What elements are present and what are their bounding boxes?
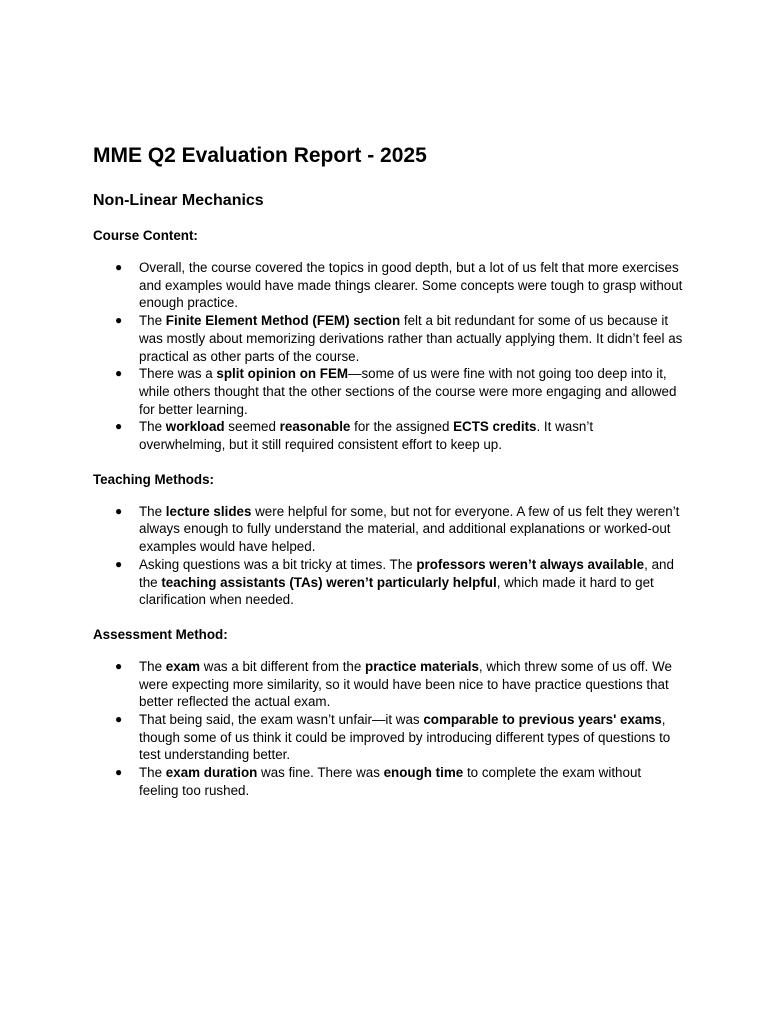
bold-text: ECTS credits — [453, 419, 537, 435]
bullet-icon: ● — [115, 503, 123, 518]
body-text: , and the — [139, 556, 674, 590]
list-item — [93, 711, 683, 764]
body-text: . It wasn’t overwhelming, but it still required consistent effort to keep up. — [139, 419, 594, 453]
body-text: The — [139, 765, 166, 781]
body-text: Asking questions was a bit tricky at times. The — [139, 556, 417, 572]
body-text: The — [139, 313, 166, 329]
bullet-list — [93, 658, 683, 800]
bullet-icon: ● — [115, 260, 123, 274]
body-text: Overall, the course covered the topics in good depth, but a lot of us felt that more exercises and examples would have made things clearer. Some concepts were tough to grasp without enough practice. — [139, 260, 683, 311]
section-heading: Course Content: — [93, 228, 198, 243]
section-heading: Assessment Method: — [93, 626, 228, 642]
bullet-icon: ● — [115, 366, 123, 381]
bullet-icon: ● — [115, 658, 123, 673]
bold-text: teaching assistants (TAs) weren’t particularly helpful — [161, 574, 497, 590]
body-text: to complete the exam without feeling too rushed. — [139, 765, 642, 798]
bold-text: workload — [165, 419, 225, 435]
bold-text: practice materials — [365, 658, 479, 674]
bold-text: split opinion on FEM — [216, 366, 349, 382]
list-item — [93, 365, 683, 418]
body-text: seemed — [224, 419, 280, 435]
body-text: That being said, the exam wasn’t unfair—it was — [139, 712, 424, 728]
list-item — [93, 418, 683, 453]
body-text: —some of us were fine with not going too deep into it, while others thought that the other sections of the course were more engaging and allowed for better learning. — [139, 366, 677, 417]
bullet-icon: ● — [115, 556, 123, 571]
body-text: was fine. There was — [257, 765, 384, 781]
bold-text: reasonable — [279, 419, 351, 435]
body-text: The — [139, 419, 166, 435]
body-text: , though some of us think it could be improved by introducing different types of questions to test understanding better. — [139, 712, 671, 763]
list-item — [93, 764, 683, 799]
list-item — [93, 312, 683, 365]
bullet-list — [93, 503, 683, 609]
sections-container — [93, 227, 683, 800]
body-text: were helpful for some, but not for everyone. A few of us felt they weren’t always enough to fully understand the material, and additional explanations or worked-out examples would have helped. — [139, 503, 680, 555]
bold-text: exam duration — [165, 765, 258, 781]
bullet-icon: ● — [115, 313, 123, 328]
list-item — [93, 259, 683, 312]
bullet-icon: ● — [115, 419, 123, 434]
bold-text: professors weren’t always available — [416, 556, 645, 572]
body-text: There was a — [139, 366, 217, 382]
body-text: , which threw some of us off. We were expecting more similarity, so it would have been nice to have practice questions that better reflected the actual exam. — [139, 658, 672, 710]
body-text: The — [139, 503, 166, 519]
bold-text: exam — [165, 658, 201, 674]
section-heading: Teaching Methods: — [93, 471, 215, 487]
body-text: felt a bit redundant for some of us because it was mostly about memorizing derivations rather than actually applying them. It didn’t feel as practical as other parts of the course. — [139, 313, 683, 364]
list-item — [93, 658, 683, 711]
body-text: , which made it hard to get clarification when needed. — [139, 574, 654, 608]
body-text: The — [139, 658, 166, 674]
body-text: was a bit different from the — [200, 658, 366, 674]
document-subtitle: Non-Linear Mechanics — [93, 192, 264, 209]
bold-text: enough time — [383, 765, 464, 781]
bullet-icon: ● — [115, 765, 123, 780]
bullet-icon: ● — [115, 712, 123, 727]
body-text: for the assigned — [350, 419, 454, 435]
bullet-list — [93, 259, 683, 454]
list-item — [93, 556, 683, 609]
document-body — [93, 143, 683, 800]
bold-text: comparable to previous years' exams — [423, 712, 662, 728]
bold-text: lecture slides — [165, 503, 252, 519]
document-title: MME Q2 Evaluation Report - 2025 — [93, 144, 427, 167]
list-item — [93, 503, 683, 556]
bold-text: Finite Element Method (FEM) section — [165, 313, 401, 329]
